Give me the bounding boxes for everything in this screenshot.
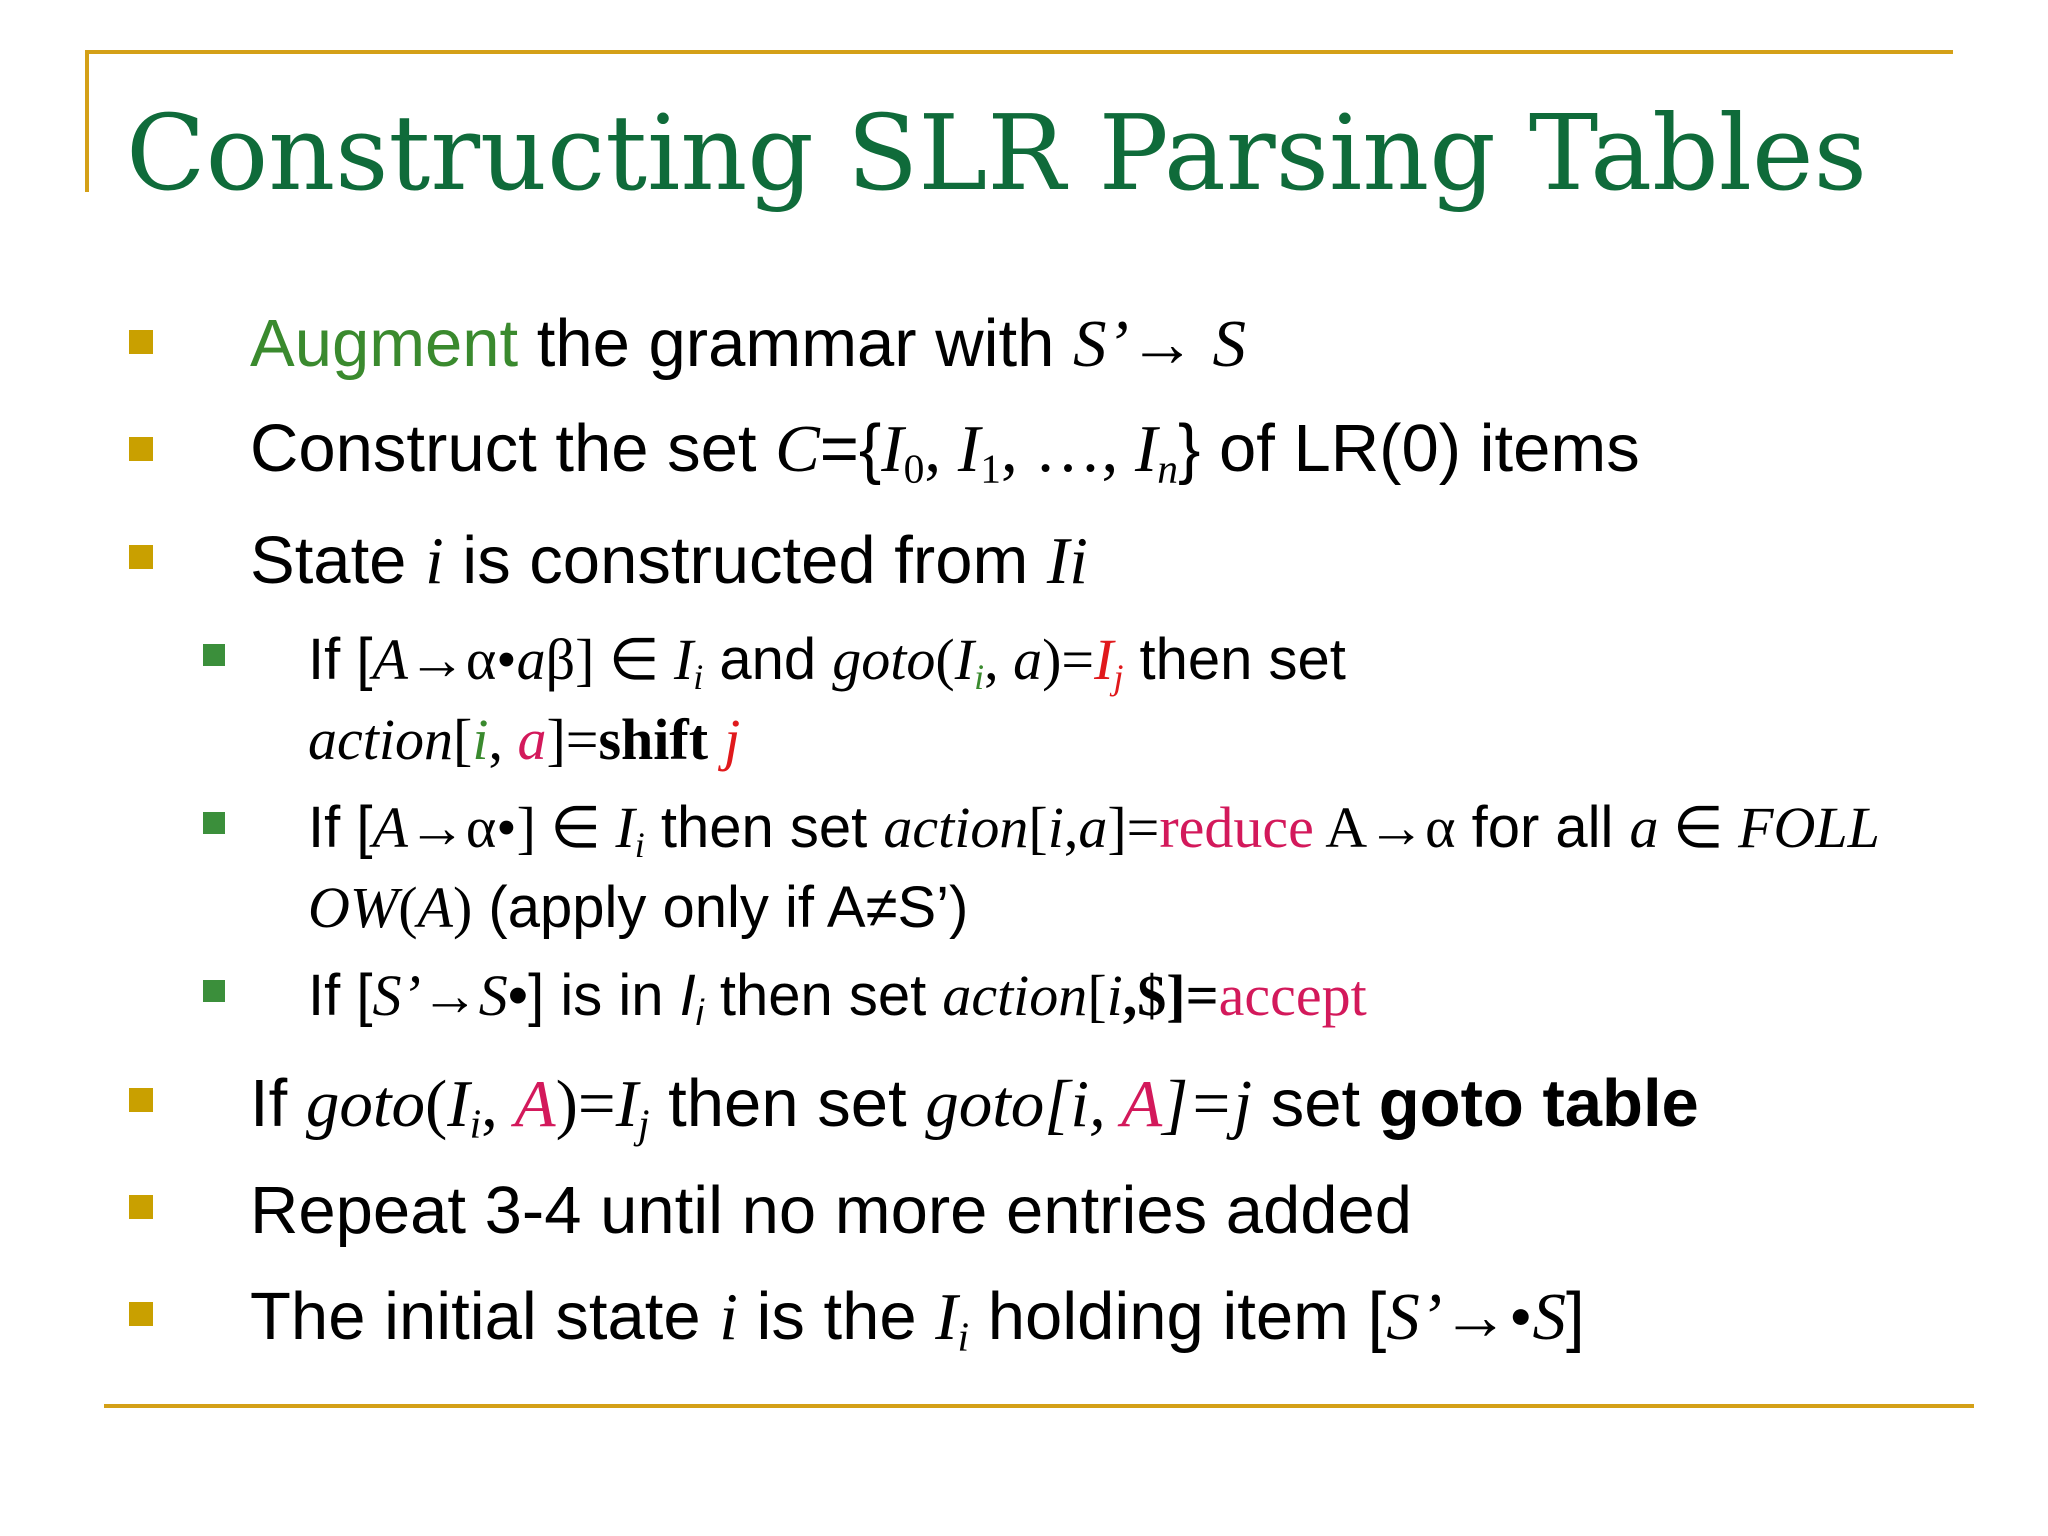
- sub-bullet-square: [203, 644, 225, 666]
- sub-bullet-reduce-rule: If [A→α•] ∈ $I_i$ then set action[i,a]=reduce A→α for all a ∈ FOLL: [308, 795, 1880, 866]
- sub-bullet-shift-action: action[i, a]=shift j: [308, 707, 741, 772]
- bullet-goto-table: If $goto(I_i$, $A)=I_j$ then set goto[i, A]=j set goto table: [250, 1066, 1699, 1147]
- sub-bullet-reduce-follow: OW(A) (apply only if A≠S’): [308, 875, 969, 940]
- bullet-initial-state: The initial state i is the $I_i$ holding item [S’→•S]: [250, 1279, 1585, 1360]
- sub-bullet-accept-rule: If [S’→S•] is in $I_i$ then set action[i,$]=accept: [308, 963, 1367, 1034]
- bullet-state-constructed: State i is constructed from Ii: [250, 523, 1088, 598]
- bullet-construct-set: Construct the set $C=\{I_0$, $I_1$, …, $I_n$} of LR(0) items: [250, 411, 1640, 492]
- bullet-repeat: Repeat 3-4 until no more entries added: [250, 1173, 1413, 1248]
- bullet-square: [129, 437, 153, 461]
- bullet-square: [129, 1088, 153, 1112]
- bullet-square: [129, 545, 153, 569]
- bullet-square: [129, 1195, 153, 1219]
- frame-bottom-rule: [104, 1404, 1974, 1408]
- sub-bullet-square: [203, 980, 225, 1002]
- frame-top-rule: [85, 50, 1953, 54]
- frame-left-rule: [85, 50, 89, 192]
- bullet-augment: Augment the grammar with S’→ S: [250, 306, 1247, 381]
- sub-bullet-shift-rule: If [A→α•aβ] ∈ $I_i$ and $goto(I_i$, $a)=I_j$ then set: [308, 627, 1346, 698]
- slide-title: Constructing SLR Parsing Tables: [126, 92, 1867, 214]
- bullet-square: [129, 1302, 153, 1326]
- sub-bullet-square: [203, 812, 225, 834]
- bullet-square: [129, 330, 153, 354]
